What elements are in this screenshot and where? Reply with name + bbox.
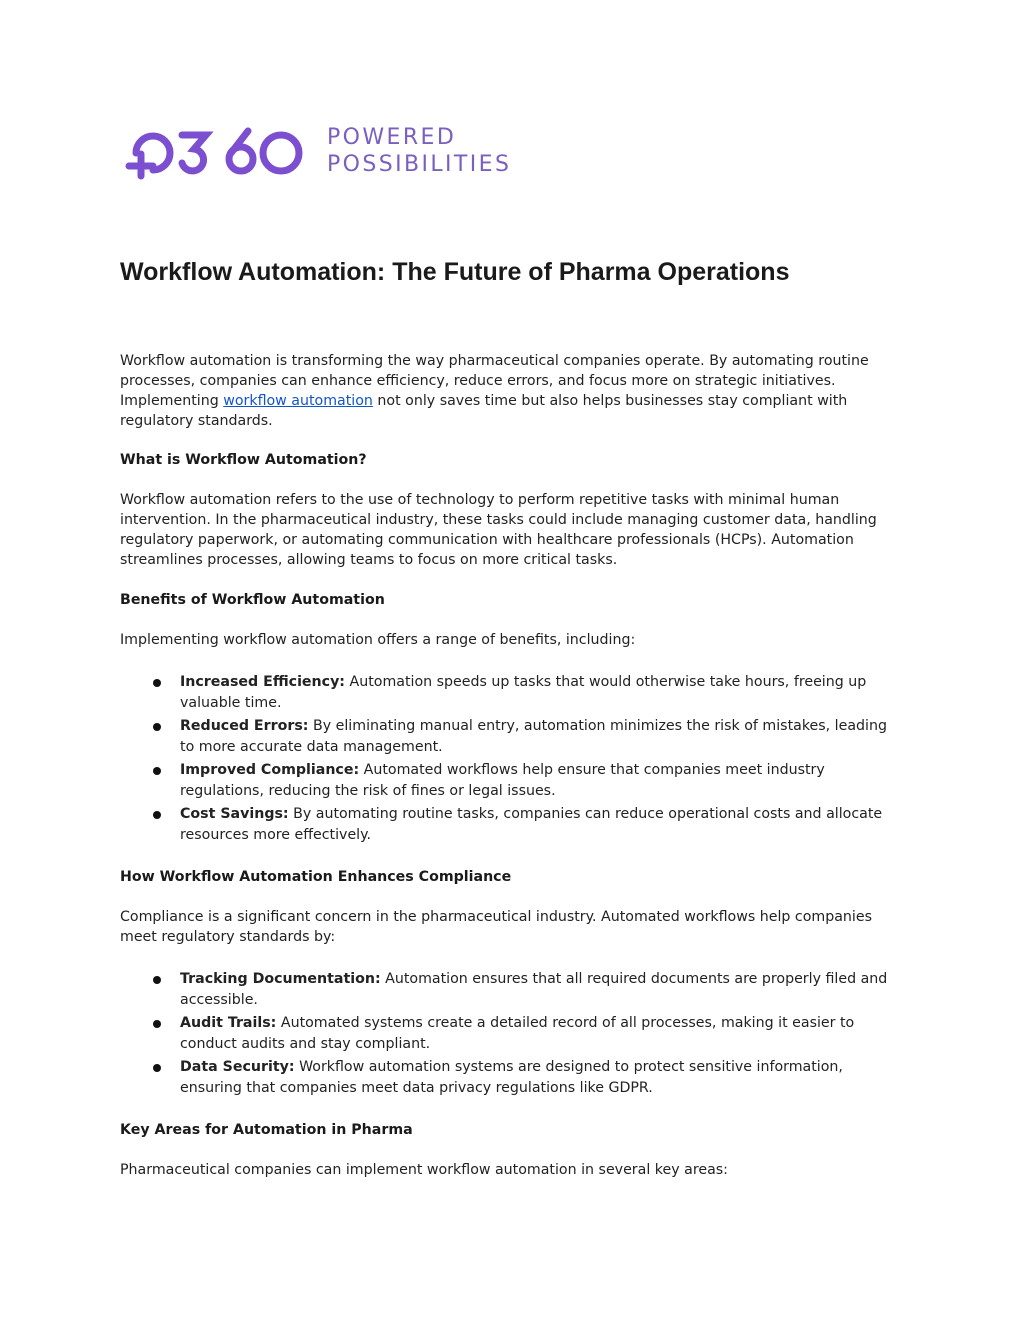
section-heading-compliance: How Workflow Automation Enhances Compliance (120, 869, 512, 885)
list-item-text: Automated systems create a detailed record of all processes, making it easier to conduct audits and stay compliant. (180, 1015, 855, 1052)
bullet-icon (153, 767, 161, 775)
list-item-label: Increased Efficiency: (180, 674, 345, 690)
bullet-icon (153, 1020, 161, 1028)
list-item-label: Improved Compliance: (180, 762, 360, 778)
page-title: Workflow Automation: The Future of Pharma Operations (120, 258, 790, 286)
list-item (120, 969, 900, 1011)
bullet-icon (153, 723, 161, 731)
document-body (120, 351, 900, 1180)
list-item-text: By automating routine tasks, companies can reduce operational costs and allocate resources more effectively. (180, 806, 883, 843)
list-item-label: Cost Savings: (180, 806, 289, 822)
workflow-automation-link[interactable]: workflow automation (223, 393, 373, 409)
list-item (120, 1013, 900, 1055)
section-heading-benefits: Benefits of Workflow Automation (120, 592, 385, 608)
section-what-is-body: Workflow automation refers to the use of technology to perform repetitive tasks with minimal human intervention. In the pharmaceutical industry, these tasks could include managing customer data, handling regulatory paperwork, or automating communication with healthcare professionals (HCPs). Automation streamlines processes, allowing teams to focus on more critical tasks. (120, 492, 877, 568)
logo-tagline-line2: POSSIBILITIES (327, 152, 512, 177)
list-item (120, 716, 900, 758)
intro-text-before-link: Workflow automation is transforming the way pharmaceutical companies operate. By automating routine processes, companies can enhance efficiency, reduce errors, and focus more on strategic initiatives. Implementing (120, 353, 869, 409)
p360-logo (124, 124, 524, 182)
list-item (120, 672, 900, 714)
list-item-label: Reduced Errors: (180, 718, 309, 734)
benefits-list (120, 672, 900, 846)
list-item (120, 804, 900, 846)
bullet-icon (153, 1064, 161, 1072)
section-benefits-intro: Implementing workflow automation offers a range of benefits, including: (120, 632, 636, 648)
list-item-text: Workflow automation systems are designed to protect sensitive information, ensuring that companies meet data privacy regulations like GDPR. (180, 1059, 843, 1096)
intro-paragraph (120, 351, 900, 431)
list-item-label: Tracking Documentation: (180, 971, 381, 987)
p360-logo-mark (124, 124, 304, 180)
section-heading-key-areas: Key Areas for Automation in Pharma (120, 1122, 413, 1138)
bullet-icon (153, 679, 161, 687)
section-key-areas-intro: Pharmaceutical companies can implement workflow automation in several key areas: (120, 1162, 728, 1178)
section-heading-what-is: What is Workflow Automation? (120, 452, 367, 468)
list-item-text: By eliminating manual entry, automation minimizes the risk of mistakes, leading to more accurate data management. (180, 718, 887, 755)
logo-tagline (327, 124, 511, 178)
list-item-label: Data Security: (180, 1059, 295, 1075)
list-item-text: Automation ensures that all required documents are properly filed and accessible. (180, 971, 888, 1008)
list-item-text: Automated workflows help ensure that companies meet industry regulations, reducing the risk of fines or legal issues. (180, 762, 825, 799)
list-item-label: Audit Trails: (180, 1015, 277, 1031)
list-item (120, 1057, 900, 1099)
list-item (120, 760, 900, 802)
bullet-icon (153, 976, 161, 984)
intro-text-after-link: not only saves time but also helps businesses stay compliant with regulatory standards. (120, 393, 848, 429)
bullet-icon (153, 811, 161, 819)
compliance-list (120, 969, 900, 1099)
list-item-text: Automation speeds up tasks that would otherwise take hours, freeing up valuable time. (180, 674, 867, 711)
section-compliance-intro: Compliance is a significant concern in the pharmaceutical industry. Automated workflows help companies meet regulatory standards by: (120, 909, 872, 945)
logo-tagline-line1: POWERED (327, 125, 457, 150)
